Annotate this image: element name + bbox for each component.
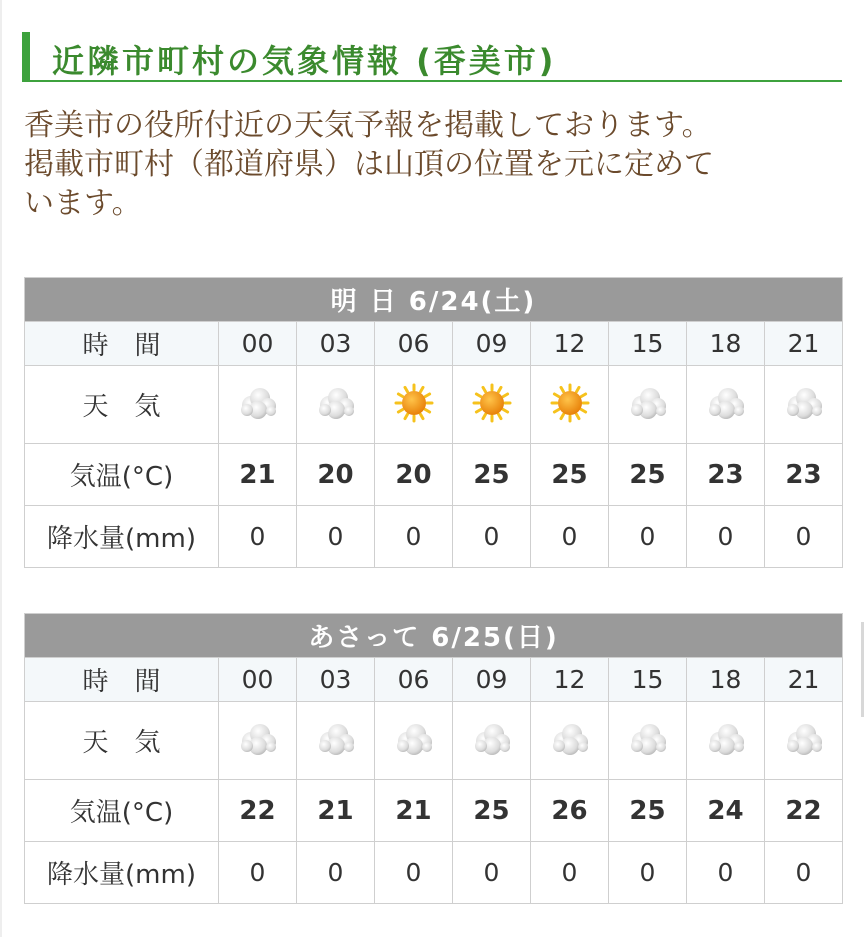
temp-cell: 24 xyxy=(687,780,765,842)
temp-cell: 20 xyxy=(297,444,375,506)
cloudy-icon xyxy=(784,721,824,761)
cloudy-icon xyxy=(628,721,668,761)
temp-cell: 21 xyxy=(297,780,375,842)
hour-cell: 12 xyxy=(531,658,609,702)
temp-cell: 20 xyxy=(375,444,453,506)
weather-cell xyxy=(453,702,531,780)
weather-cell xyxy=(687,366,765,444)
hour-cell: 00 xyxy=(219,658,297,702)
weather-cell xyxy=(219,702,297,780)
weather-cell xyxy=(765,366,843,444)
weather-cell xyxy=(531,366,609,444)
hour-cell: 18 xyxy=(687,322,765,366)
rain-row xyxy=(25,506,843,568)
cloudy-icon xyxy=(472,721,512,761)
rain-cell: 0 xyxy=(219,842,297,904)
cloudy-icon xyxy=(628,385,668,425)
weather-cell xyxy=(219,366,297,444)
temp-cell: 25 xyxy=(453,444,531,506)
cloudy-icon xyxy=(316,385,356,425)
rain-cell: 0 xyxy=(765,842,843,904)
temp-cell: 21 xyxy=(375,780,453,842)
intro-line: います。 xyxy=(24,186,142,221)
hour-cell: 21 xyxy=(765,322,843,366)
temp-cell: 26 xyxy=(531,780,609,842)
weather-row xyxy=(25,366,843,444)
temp-cell: 22 xyxy=(219,780,297,842)
hour-cell: 12 xyxy=(531,322,609,366)
weather-cell xyxy=(297,366,375,444)
temp-cell: 25 xyxy=(609,444,687,506)
intro-line: 香美市の役所付近の天気予報を掲載しております。 xyxy=(24,108,712,143)
rain-cell: 0 xyxy=(687,842,765,904)
rain-cell: 0 xyxy=(687,506,765,568)
cloudy-icon xyxy=(706,385,746,425)
cloudy-icon xyxy=(238,385,278,425)
day-header: 明 日 6/24(土) xyxy=(25,278,843,322)
weather-cell xyxy=(375,702,453,780)
rain-cell: 0 xyxy=(453,506,531,568)
cloudy-icon xyxy=(784,385,824,425)
rain-cell: 0 xyxy=(297,506,375,568)
sunny-icon xyxy=(472,383,512,423)
section-heading-title: 近隣市町村の気象情報 (香美市) xyxy=(52,42,557,80)
cloudy-icon xyxy=(706,721,746,761)
section-heading xyxy=(22,32,842,82)
weather-label: 天 気 xyxy=(25,702,219,780)
weather-cell xyxy=(765,702,843,780)
temp-cell: 23 xyxy=(765,444,843,506)
day-header: あさって 6/25(日) xyxy=(25,614,843,658)
time-row xyxy=(25,658,843,702)
temp-cell: 23 xyxy=(687,444,765,506)
hour-cell: 15 xyxy=(609,658,687,702)
cloudy-icon xyxy=(238,721,278,761)
sunny-icon xyxy=(550,383,590,423)
rain-cell: 0 xyxy=(375,842,453,904)
temp-label: 気温(°C) xyxy=(25,444,219,506)
page-left-edge xyxy=(0,0,2,937)
rain-row xyxy=(25,842,843,904)
hour-cell: 00 xyxy=(219,322,297,366)
temp-row xyxy=(25,444,843,506)
weather-cell xyxy=(453,366,531,444)
intro-text xyxy=(24,106,824,223)
temp-cell: 25 xyxy=(609,780,687,842)
weather-cell xyxy=(609,366,687,444)
weather-row xyxy=(25,702,843,780)
forecast-table-tomorrow xyxy=(24,277,843,568)
temp-row xyxy=(25,780,843,842)
temp-label: 気温(°C) xyxy=(25,780,219,842)
rain-cell: 0 xyxy=(219,506,297,568)
weather-cell xyxy=(375,366,453,444)
hour-cell: 09 xyxy=(453,322,531,366)
hour-cell: 09 xyxy=(453,658,531,702)
temp-cell: 21 xyxy=(219,444,297,506)
time-label: 時 間 xyxy=(25,658,219,702)
temp-cell: 22 xyxy=(765,780,843,842)
sunny-icon xyxy=(394,383,434,423)
weather-cell xyxy=(297,702,375,780)
rain-label: 降水量(mm) xyxy=(25,506,219,568)
hour-cell: 06 xyxy=(375,322,453,366)
rain-cell: 0 xyxy=(531,506,609,568)
rain-cell: 0 xyxy=(375,506,453,568)
weather-cell xyxy=(531,702,609,780)
weather-label: 天 気 xyxy=(25,366,219,444)
time-row xyxy=(25,322,843,366)
rain-cell: 0 xyxy=(531,842,609,904)
intro-line: 掲載市町村（都道府県）は山頂の位置を元に定めて xyxy=(24,147,714,182)
hour-cell: 06 xyxy=(375,658,453,702)
rain-cell: 0 xyxy=(609,842,687,904)
rain-cell: 0 xyxy=(453,842,531,904)
hour-cell: 18 xyxy=(687,658,765,702)
hour-cell: 03 xyxy=(297,658,375,702)
temp-cell: 25 xyxy=(531,444,609,506)
hour-cell: 21 xyxy=(765,658,843,702)
forecast-table-day-after xyxy=(24,613,843,904)
cloudy-icon xyxy=(550,721,590,761)
temp-cell: 25 xyxy=(453,780,531,842)
rain-cell: 0 xyxy=(765,506,843,568)
weather-cell xyxy=(609,702,687,780)
rain-cell: 0 xyxy=(609,506,687,568)
rain-label: 降水量(mm) xyxy=(25,842,219,904)
hour-cell: 15 xyxy=(609,322,687,366)
cloudy-icon xyxy=(316,721,356,761)
rain-cell: 0 xyxy=(297,842,375,904)
cloudy-icon xyxy=(394,721,434,761)
hour-cell: 03 xyxy=(297,322,375,366)
time-label: 時 間 xyxy=(25,322,219,366)
weather-cell xyxy=(687,702,765,780)
